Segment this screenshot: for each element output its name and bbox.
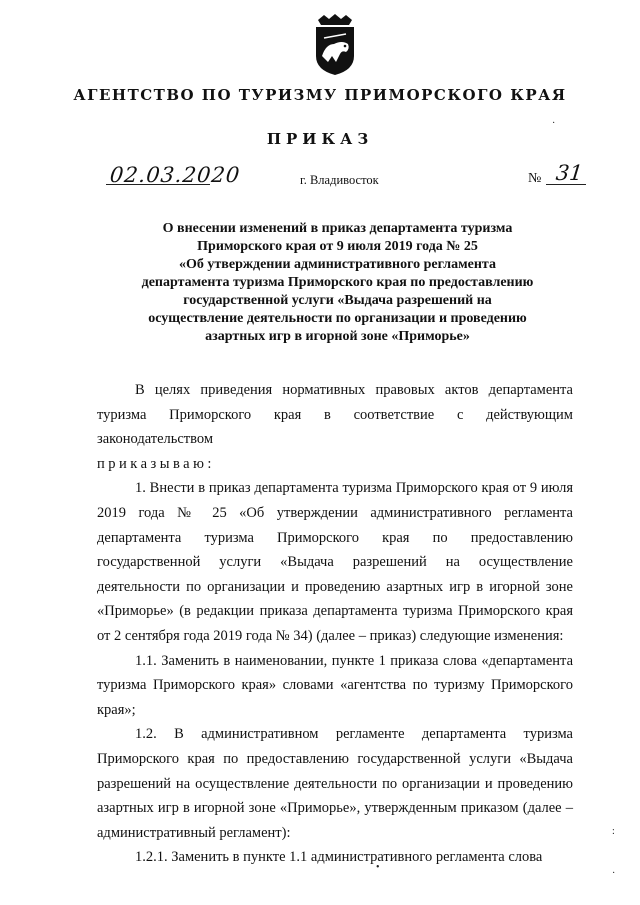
scan-speck: : [612, 826, 615, 837]
document-title [140, 220, 535, 346]
title-line: осуществление деятельности по организации и проведению [148, 311, 527, 326]
title-line: государственной услуги «Выдача разрешений на [183, 293, 492, 308]
agency-name: АГЕНТСТВО ПО ТУРИЗМУ ПРИМОРСКОГО КРАЯ [73, 86, 567, 104]
scan-speck: • [376, 862, 380, 873]
city: г. Владивосток [300, 173, 379, 187]
date-underline [106, 184, 210, 185]
prikazyvayu-text: приказываю: [97, 455, 215, 472]
paragraph-1-1: 1.1. Заменить в наименовании, пункте 1 приказа слова «департамента туризма Приморского края» словами «агентства по туризму Приморского края»; [97, 652, 573, 718]
document-number: 31 [554, 161, 584, 185]
title-line: Приморского края от 9 июля 2019 года № 25 [197, 239, 478, 254]
paragraph-1: 1. Внести в приказ департамента туризма Приморского края от 9 июля 2019 года № 25 «Об утверждении административного регламента департамента туризма Приморского края по предоставлению государственной услуги «Выдача разрешений на осуществление деятельности по организации и проведению азартных игр в игорной зоне «Приморье» (в редакции приказа департамента туризма Приморского края от 2 сентября года 2019 года № 34) (далее – приказ) следующие изменения: [97, 480, 573, 644]
title-line: «Об утверждении административного регламента [179, 257, 496, 272]
number-underline [546, 184, 586, 185]
document-body [97, 378, 573, 870]
title-line: азартных игр в игорной зоне «Приморье» [205, 329, 470, 344]
coat-of-arms-emblem [312, 14, 358, 76]
scan-speck: · [612, 868, 616, 879]
order-verb [97, 452, 573, 477]
intro-paragraph: В целях приведения нормативных правовых актов департамента туризма Приморского края в соответствие с действующим законодательством [97, 382, 573, 448]
paragraph-1-2-1: 1.2.1. Заменить в пункте 1.1 административного регламента слова [135, 849, 543, 866]
title-line: департамента туризма Приморского края по предоставлению [141, 275, 534, 290]
document-type: ПРИКАЗ [266, 130, 374, 148]
paragraph-1-2: 1.2. В административном регламенте департамента туризма Приморского края по предоставлению государственной услуги «Выдача разрешений на осуществление деятельности по организации и проведению азартных игр в игорной зоне «Приморье», утвержденным приказом (далее – административный регламент): [97, 726, 573, 841]
title-line: О внесении изменений в приказ департамента туризма [162, 221, 513, 236]
document-date: 02.03.2020 [108, 163, 242, 187]
number-label: № [528, 171, 542, 186]
scan-speck: · [552, 118, 556, 129]
